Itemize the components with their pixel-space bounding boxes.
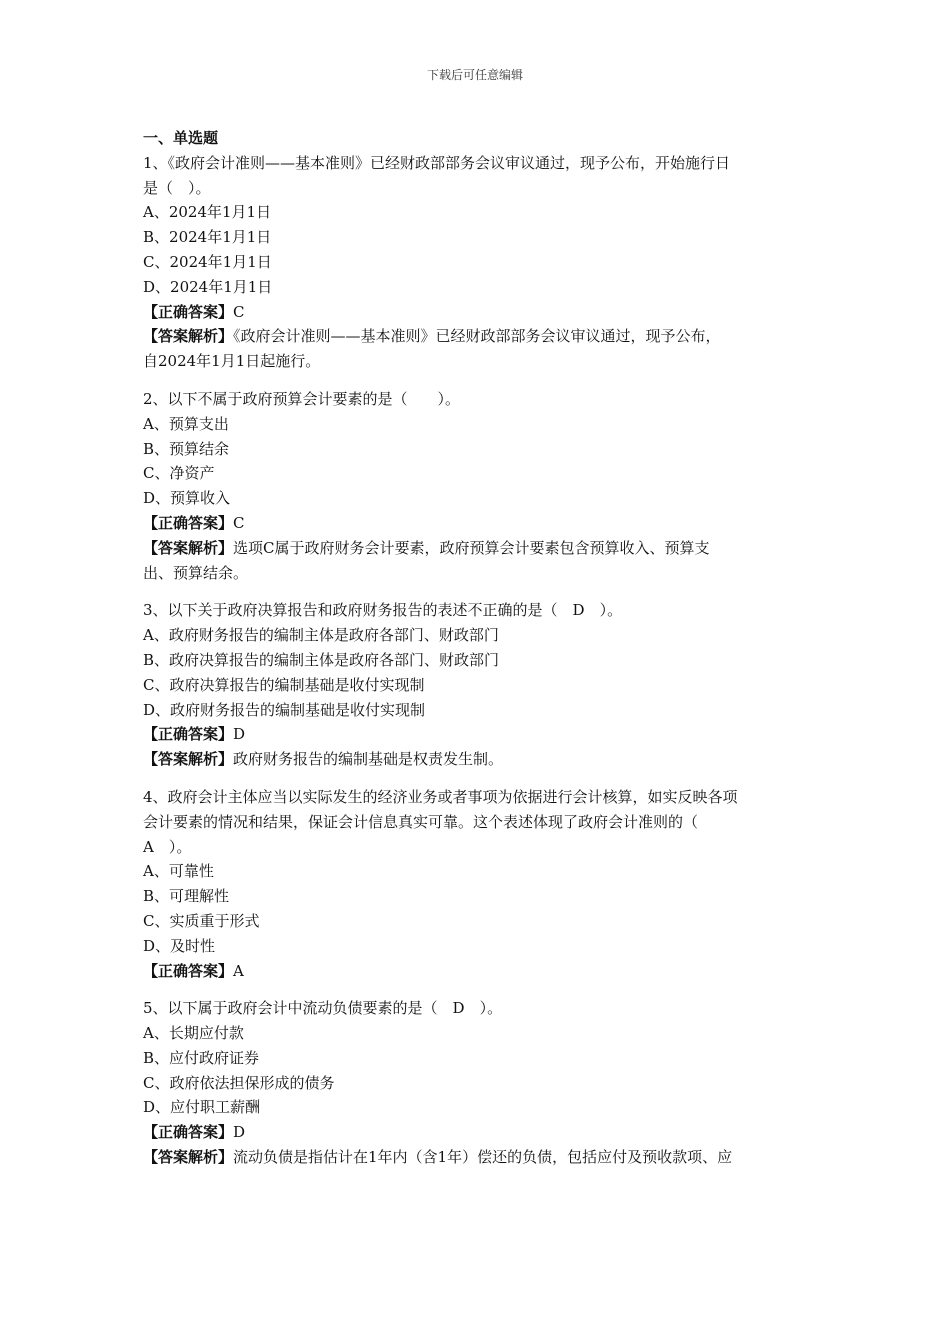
- answer-analysis-label: 【答案解析】: [143, 750, 234, 769]
- answer-analysis-label: 【答案解析】: [143, 538, 234, 557]
- answer-analysis-text: 流动负债是指估计在1年内（含1年）偿还的负债，包括应付及预收款项、应: [233, 1148, 733, 1167]
- answer-analysis: [143, 1145, 823, 1170]
- question-stem: 5、以下属于政府会计中流动负债要素的是（ D ）。: [143, 999, 503, 1018]
- answer-option: A、可靠性: [143, 862, 214, 881]
- document-body: [143, 126, 823, 1183]
- answer-analysis-text: 出、预算结余。: [143, 563, 249, 582]
- question-stem: 2、以下不属于政府预算会计要素的是（ ）。: [143, 389, 461, 408]
- question-4: [143, 785, 823, 983]
- answer-option: C、净资产: [143, 464, 215, 483]
- answer-option: B、可理解性: [143, 887, 230, 906]
- question-list: [143, 151, 823, 1170]
- answer-analysis-text: 自2024年1月1日起施行。: [143, 352, 321, 371]
- answer-option: D、政府财务报告的编制基础是收付实现制: [143, 700, 426, 719]
- answer-option: C、政府依法担保形成的债务: [143, 1073, 335, 1092]
- question-2: [143, 387, 823, 585]
- correct-answer: [143, 722, 823, 747]
- answer-analysis: [143, 536, 823, 561]
- answer-option: D、及时性: [143, 936, 216, 955]
- answer-option: C、实质重于形式: [143, 911, 260, 930]
- answer-option: C、政府决算报告的编制基础是收付实现制: [143, 675, 425, 694]
- correct-answer-label: 【正确答案】: [143, 725, 234, 744]
- answer-analysis: [143, 747, 823, 772]
- correct-answer-value: D: [233, 725, 246, 744]
- question-1: [143, 151, 823, 374]
- question-stem: 4、政府会计主体应当以实际发生的经济业务或者事项为依据进行会计核算，如实反映各项: [143, 787, 738, 806]
- correct-answer-value: A: [233, 961, 244, 980]
- answer-analysis-text: 选项C属于政府财务会计要素，政府预算会计要素包含预算收入、预算支: [233, 538, 710, 557]
- question-stem: 3、以下关于政府决算报告和政府财务报告的表述不正确的是（ D ）。: [143, 601, 623, 620]
- correct-answer-value: D: [233, 1123, 246, 1142]
- answer-option: D、应付职工薪酬: [143, 1098, 261, 1117]
- answer-option: C、2024年1月1日: [143, 252, 272, 271]
- page-header: 下载后可任意编辑: [426, 68, 523, 82]
- answer-option: D、预算收入: [143, 489, 231, 508]
- answer-option: B、预算结余: [143, 439, 230, 458]
- answer-analysis: [143, 349, 823, 374]
- answer-option: A、2024年1月1日: [143, 203, 272, 222]
- correct-answer-label: 【正确答案】: [143, 302, 234, 321]
- answer-analysis: [143, 324, 823, 349]
- correct-answer: [143, 959, 823, 984]
- answer-analysis-label: 【答案解析】: [143, 1148, 234, 1167]
- answer-option: D、2024年1月1日: [143, 277, 273, 296]
- correct-answer-label: 【正确答案】: [143, 1123, 234, 1142]
- answer-option: B、应付政府证券: [143, 1048, 260, 1067]
- answer-analysis-label: 【答案解析】: [143, 327, 234, 346]
- correct-answer-value: C: [233, 513, 245, 532]
- question-stem: 1、《政府会计准则——基本准则》已经财政部部务会议审议通过，现予公布，开始施行日: [143, 153, 731, 172]
- answer-option: B、2024年1月1日: [143, 228, 272, 247]
- answer-analysis-text: 政府财务报告的编制基础是权责发生制。: [233, 750, 504, 769]
- correct-answer-label: 【正确答案】: [143, 961, 234, 980]
- section-title: 一、单选题: [143, 129, 219, 147]
- answer-option: A、政府财务报告的编制主体是政府各部门、财政部门: [143, 626, 499, 645]
- answer-option: A、长期应付款: [143, 1024, 244, 1043]
- correct-answer-label: 【正确答案】: [143, 513, 234, 532]
- correct-answer: [143, 511, 823, 536]
- question-stem: A ）。: [143, 837, 192, 856]
- answer-option: A、预算支出: [143, 414, 229, 433]
- correct-answer: [143, 300, 823, 325]
- correct-answer-value: C: [233, 302, 245, 321]
- answer-analysis: [143, 561, 823, 586]
- answer-analysis-text: 《政府会计准则——基本准则》已经财政部部务会议审议通过，现予公布，: [233, 327, 721, 346]
- question-stem: 会计要素的情况和结果，保证会计信息真实可靠。这个表述体现了政府会计准则的（: [143, 812, 699, 831]
- question-5: [143, 996, 823, 1170]
- question-3: [143, 598, 823, 772]
- correct-answer: [143, 1120, 823, 1145]
- question-stem: 是（ ）。: [143, 178, 211, 197]
- answer-option: B、政府决算报告的编制主体是政府各部门、财政部门: [143, 650, 500, 669]
